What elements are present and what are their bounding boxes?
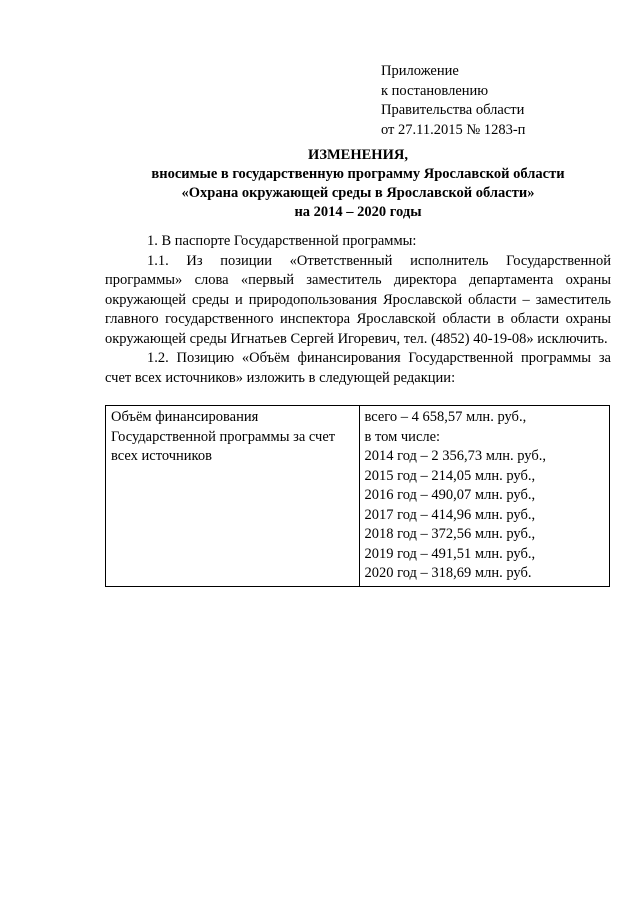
cell-line: 2014 год – 2 356,73 млн. руб., — [364, 448, 546, 464]
appendix-line: Приложение — [381, 63, 459, 79]
cell-line: 2018 год – 372,56 млн. руб., — [364, 526, 536, 542]
cell-line: 2019 год – 491,51 млн. руб., — [364, 545, 536, 562]
table-cell-label — [106, 406, 360, 587]
appendix-line: к постановлению — [381, 82, 489, 99]
paragraph: 1.2. Позицию «Объём финансирования Государственной программы за счет всех источников» изложить в следующей редакции: — [105, 350, 611, 386]
title-line: вносимые в государственную программу Ярославской области — [151, 166, 565, 182]
financing-table — [105, 405, 610, 587]
paragraph: 1. В паспорте Государственной программы: — [147, 233, 417, 249]
cell-line: всех источников — [111, 448, 212, 464]
appendix-line: от 27.11.2015 № 1283-п — [381, 121, 526, 138]
cell-line: 2015 год – 214,05 млн. руб., — [364, 467, 536, 484]
cell-line: в том числе: — [364, 428, 441, 445]
cell-line: всего – 4 658,57 млн. руб., — [364, 409, 527, 425]
title-line: на 2014 – 2020 годы — [294, 204, 422, 220]
table-row — [106, 406, 610, 587]
cell-line: 2016 год – 490,07 млн. руб., — [364, 487, 536, 503]
appendix-header — [381, 62, 525, 140]
cell-line: 2017 год – 414,96 млн. руб., — [364, 506, 536, 523]
title-line: «Охрана окружающей среды в Ярославской области» — [181, 185, 535, 201]
table-cell-values — [359, 406, 610, 587]
title-line: ИЗМЕНЕНИЯ, — [308, 147, 408, 163]
cell-line: Государственной программы за счет — [111, 428, 336, 445]
document-title — [105, 146, 611, 222]
cell-line: 2020 год – 318,69 млн. руб. — [364, 565, 532, 581]
document-body — [105, 232, 611, 388]
appendix-line: Правительства области — [381, 102, 525, 118]
paragraph: 1.1. Из позиции «Ответственный исполнитель Государственной программы» слова «первый заместитель директора департамента охраны окружающей среды и природопользования Ярославской области – заместитель главного государственного инспектора Ярославской области в области охраны окружающей среды Игнатьев Сергей Игоревич, тел. (4852) 40-19-08» исключить. — [105, 252, 611, 347]
cell-line: Объём финансирования — [111, 409, 259, 425]
